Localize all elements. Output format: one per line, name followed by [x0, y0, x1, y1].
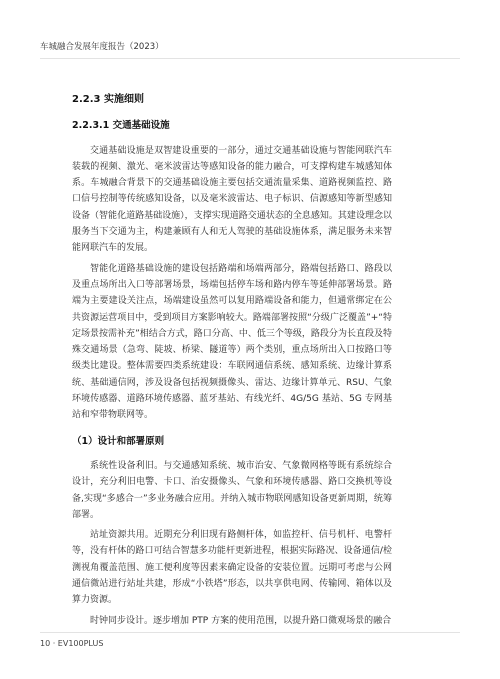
paragraph: 站址资源共用。近期充分利旧现有路侧杆体，如监控杆、信号机杆、电警杆等，没有杆体的路口可结合智慧多功能杆更新进程，根据实际路况、设备通信/检测视角覆盖范围、施工便利度等因素来确定设备的安装位置。远期可考虑与公网通信微站进行站址共建，形成“小铁塔”形态，以共享供电网、传输网、箱体以及算力资源。	[72, 530, 392, 606]
header-divider	[40, 58, 460, 59]
principles-heading: （1）设计和部署原则	[72, 435, 165, 447]
page-footer: 10 · EV100PLUS	[40, 639, 104, 648]
paragraph: 系统性设备利旧。与交通感知系统、城市治安、气象微网格等既有系统综合设计，充分利旧电警、卡口、治安摄像头、气象和环境传感器、路口交换机等设备,实现“多感合一”多业务融合应用。并纳入城市物联网感知设备更新周期，统筹部署。	[72, 460, 392, 520]
section-heading: 2.2.3 实施细则	[72, 94, 144, 105]
paragraph: 交通基础设施是双智建设重要的一部分，通过交通基础设施与智能网联汽车装载的视频、激光、毫米波雷达等感知设备的能力融合，可支撑构建车城感知体系。车城融合背景下的交通基础设施主要包括交通流量采集、道路视频监控、路口信号控制等传统感知设备，以及毫米波雷达、电子标识、信源感知等新型感知设备（智能化道路基础设施），支撑实现道路交通状态的全息感知。其建设理念以服务当下交通为主，构建兼顾有人和无人驾驶的基础设施体系，满足服务未来智能网联汽车的发展。	[72, 145, 392, 254]
footer-divider	[40, 632, 460, 633]
document-body	[72, 92, 392, 633]
paragraph: 智能化道路基础设施的建设包括路端和场端两部分，路端包括路口、路段以及重点场所出入口等部署场景，场端包括停车场和路内停车等延伸部署场景。路端为主要建设关注点，场端建设虽然可以复用路端设备和能力，但通常绑定在公共资源运营项目中，受到项目方案影响较大。路端部署按照“分级广泛覆盖”+“特定场景按需补充”相结合方式，路口分高、中、低三个等级，路段分为长直段及特殊交通场景（急弯、陡坡、桥梁、隧道等）两个类别，重点场所出入口按路口等级类比建设。整体需要四类系统建设：车联网通信系统、感知系统、边缘计算系统、基础通信网，涉及设备包括视频摄像头、雷达、边缘计算单元、RSU、气象环境传感器、道路环境传感器、蓝牙基站、有线光纤、4G/5G 基站、5G 专网基站和窄带物联网等。	[72, 263, 392, 421]
running-header: 车城融合发展年度报告（2023）	[40, 42, 164, 52]
paragraph: 时钟同步设计。逐步增加 PTP 方案的使用范围，以提升路口微观场景的融合	[90, 615, 392, 626]
subsection-heading: 2.2.3.1 交通基础设施	[72, 120, 170, 132]
